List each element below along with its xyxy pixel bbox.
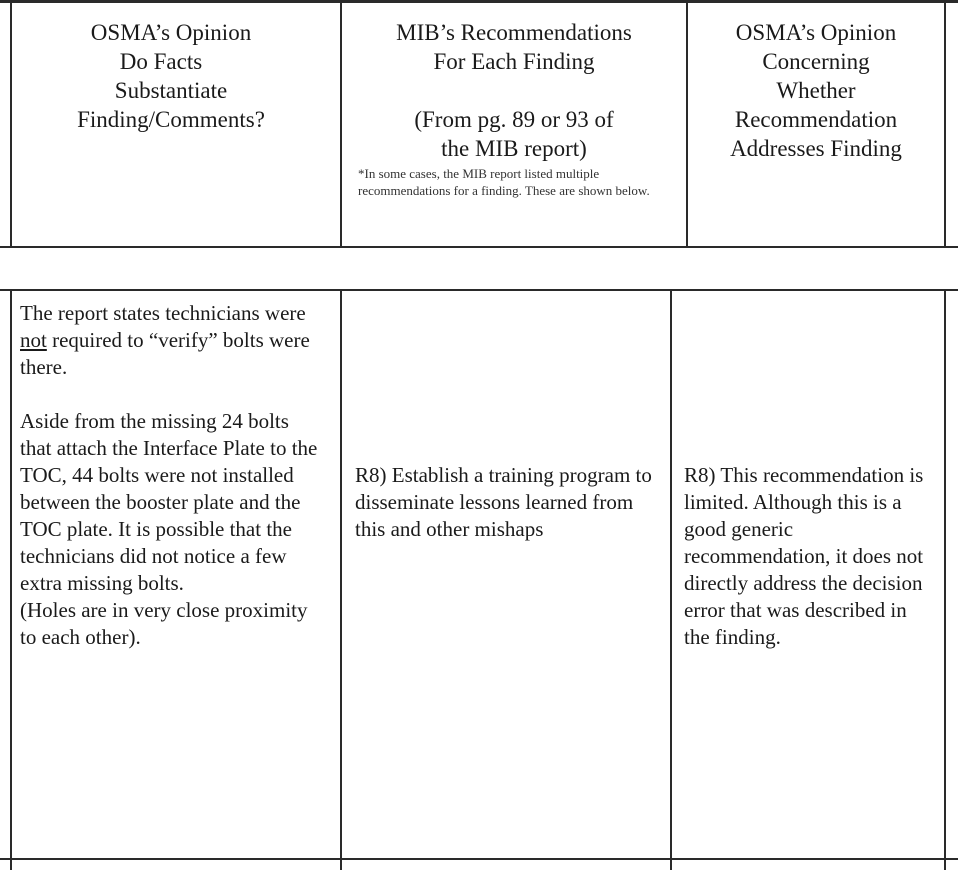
recommendation-r8-text: R8) Establish a training program to disseminate lessons learned from this and other mishaps [355,463,652,541]
header-col3-line4: Recommendation [734,107,898,132]
header-col2-line4: the MIB report) [441,136,587,161]
header-col3-line2: Concerning [762,49,870,74]
finding-paragraph-3: (Holes are in very close proximity to each other). [20,598,308,649]
finding-paragraph-2: Aside from the missing 24 bolts that attach the Interface Plate to the TOC, 44 bolts were not installed between the booster plate and the TOC plate. It is possible that the technicians did not notice a few extra missing bolts. [20,409,318,595]
header-col2-line1: MIB’s Recommendations [396,20,632,45]
header-col1-line3: Substantiate [114,78,228,103]
header-col1-line4: Finding/Comments? [77,107,265,132]
row-divider-2 [670,289,672,870]
finding-paragraph-1 [20,300,325,381]
row-left-border [10,289,12,870]
finding-p1-text-b: required to “verify” bolts were there. [20,328,310,379]
header-col3-line5: Addresses Finding [730,136,902,161]
row-divider-1 [340,289,342,870]
opinion-r8-text: R8) This recommendation is limited. Although this is a good generic recommendation, it does not directly address the decision error that was described in the finding. [684,463,924,649]
header-col3-line1: OSMA’s Opinion [735,20,897,45]
header-col-osma-opinion-facts [12,18,340,134]
row-top-border [0,289,958,291]
header-col2-footnote: *In some cases, the MIB report listed multiple recommendations for a finding. These are shown below. [358,166,650,198]
header-col1-line2: Do Facts [119,49,203,74]
row-right-border [944,289,946,870]
header-col1-line1: OSMA’s Opinion [90,20,252,45]
header-bottom-border [0,246,958,248]
osma-recommendation-opinion-cell [684,462,934,651]
finding-p1-emphasis: not [20,328,47,352]
header-col3-line3: Whether [776,78,856,103]
header-col-mib-recommendations [342,18,686,199]
finding-p1-text-a: The report states technicians were [20,301,306,325]
finding-substantiation-cell [20,300,325,651]
mib-recommendation-cell [355,462,655,543]
header-col-osma-opinion-recommendation [688,18,944,163]
header-right-border [944,0,946,248]
header-col2-line2: For Each Finding [433,49,595,74]
header-top-border [0,0,958,3]
row-bottom-border [0,858,958,860]
header-col2-line3: (From pg. 89 or 93 of [414,107,614,132]
